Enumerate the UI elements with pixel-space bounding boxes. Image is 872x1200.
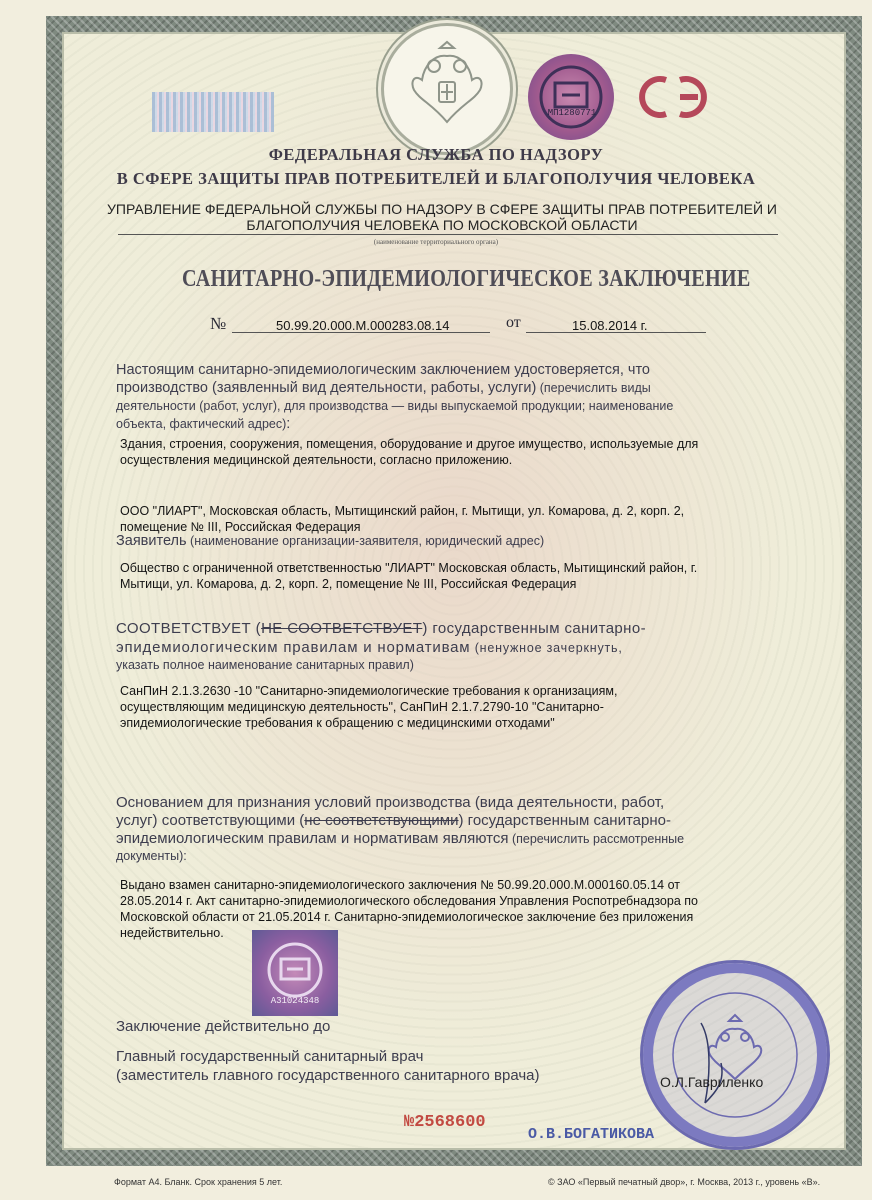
applicant-value-line2: Мытищи, ул. Комарова, д. 2, корп. 2, помещение № III, Российская Федерация (120, 577, 577, 591)
activity-intro-line4a: объекта, фактический адрес) (116, 417, 287, 431)
blank-serial-number: №2568600 (404, 1113, 486, 1132)
basis-line2-struck: не соответствующими (304, 812, 459, 829)
basis-line3 (116, 830, 684, 848)
applicant-caption: (наименование организации-заявителя, юридический адрес) (186, 534, 545, 548)
basis-value-line1: Выдано взамен санитарно-эпидемиологического заключения № 50.99.20.000.М.000160.05.14 от (120, 878, 680, 892)
conformity-se-icon (636, 72, 714, 122)
document-number: 50.99.20.000.М.000283.08.14 (276, 318, 450, 333)
department-line2: БЛАГОПОЛУЧИЯ ЧЕЛОВЕКА ПО МОСКОВСКОЙ ОБЛАСТИ (246, 217, 638, 233)
signer-name-stamp: О.В.БОГАТИКОВА (528, 1126, 655, 1143)
document-date: 15.08.2014 г. (572, 318, 648, 333)
conformity-line2a: эпидемиологическим правилам и нормативам (116, 639, 471, 656)
validity-label: Заключение действительно до (116, 1018, 331, 1035)
bottom-hologram-id: А31024348 (270, 996, 320, 1006)
basis-line2b: ) государственным санитарно- (458, 812, 671, 829)
basis-value-line2: 28.05.2014 г. Акт санитарно-эпидемиологического обследования Управления Роспотребнадзора по (120, 894, 698, 908)
basis-line3b: (перечислить рассмотренные (508, 832, 685, 846)
activity-value-line2: осуществления медицинской деятельности, согласно приложению. (120, 453, 513, 467)
number-label: № (210, 314, 227, 333)
conformity-rest: государственным санитарно- (427, 620, 646, 637)
activity-intro-line4b: : (286, 416, 291, 432)
document-title: САНИТАРНО-ЭПИДЕМИОЛОГИЧЕСКОЕ ЗАКЛЮЧЕНИЕ (182, 266, 751, 292)
activity-intro-line4 (116, 416, 290, 433)
conformity-value-line1: СанПиН 2.1.3.2630 -10 "Санитарно-эпидемиологические требования к организациям, (120, 684, 618, 698)
activity-intro-line2a: производство (заявленный вид деятельности, работы, услуги) (116, 380, 537, 396)
activity-address-line1: ООО "ЛИАРТ", Московская область, Мытищинский район, г. Мытищи, ул. Комарова, д. 2, корп. 2, (120, 504, 685, 518)
basis-line2 (116, 812, 671, 829)
conformity-line2b: (ненужное зачеркнуть, (470, 641, 623, 655)
activity-address-line2: помещение № III, Российская Федерация (120, 520, 361, 534)
department-caption: (наименование территориального органа) (373, 238, 499, 246)
stamp-eagle-icon (643, 963, 827, 1147)
security-seal (528, 54, 614, 140)
signatory-name: О.Л.Гавриленко (660, 1074, 764, 1090)
activity-intro-line2b: (перечислить виды (536, 381, 651, 395)
conformity-line2 (116, 639, 623, 657)
conformity-paren-open: ( (255, 620, 262, 637)
basis-line4: документы): (116, 849, 187, 863)
signatory-title-line2: (заместитель главного государственного санитарного врача) (116, 1067, 540, 1084)
department-line1: УПРАВЛЕНИЕ ФЕДЕРАЛЬНОЙ СЛУЖБЫ ПО НАДЗОРУ В СФЕРЕ ЗАЩИТЫ ПРАВ ПОТРЕБИТЕЛЕЙ И (107, 201, 777, 217)
activity-intro-line2 (116, 380, 651, 397)
eac-mark-icon (528, 54, 614, 140)
hologram-strip (152, 92, 274, 132)
activity-intro-line1: Настоящим санитарно-эпидемиологическим заключением удостоверяется, что (116, 362, 650, 378)
state-emblem (384, 26, 510, 152)
conformity-value-line2: осуществляющим медицинскую деятельность", СанПиН 2.1.7.2790-10 "Санитарно- (120, 700, 604, 714)
department-underline (118, 234, 778, 235)
basis-line2a: услуг) соответствующими ( (116, 812, 305, 829)
date-label: от (506, 314, 521, 331)
security-seal-id: МП1280771 (547, 108, 597, 118)
agency-name-line2: В СФЕРЕ ЗАЩИТЫ ПРАВ ПОТРЕБИТЕЛЕЙ И БЛАГОПОЛУЧИЯ ЧЕЛОВЕКА (116, 169, 756, 188)
double-headed-eagle-icon (384, 26, 510, 152)
conformity-struck: НЕ СООТВЕТСТВУЕТ (261, 620, 423, 637)
basis-line1: Основанием для признания условий производства (вида деятельности, работ, (116, 794, 665, 811)
activity-value-line1: Здания, строения, сооружения, помещения, оборудование и другое имущество, используемые для (120, 437, 699, 451)
applicant-label: Заявитель (116, 533, 187, 549)
basis-value-line4: недействительно. (120, 926, 224, 940)
signatory-title-line1: Главный государственный санитарный врач (116, 1048, 424, 1065)
applicant-heading (116, 533, 544, 550)
conformity-paren-close: ) (422, 620, 428, 637)
official-round-stamp (640, 960, 830, 1150)
activity-intro-line3: деятельности (работ, услуг), для производства — виды выпускаемой продукции; наименование (116, 399, 674, 413)
applicant-value-line1: Общество с ограниченной ответственностью "ЛИАРТ" Московская область, Мытищинский район, г. (120, 561, 698, 575)
conformity-line1 (116, 620, 646, 637)
footer-printer-info: © ЗАО «Первый печатный двор», г. Москва, 2013 г., уровень «В». (548, 1177, 821, 1187)
conformity-word: СООТВЕТСТВУЕТ (116, 620, 252, 637)
basis-line3a: эпидемиологическим правилам и нормативам являются (116, 830, 509, 847)
conformity-value-line3: эпидемиологические требования к обращению с медицинскими отходами" (120, 716, 555, 730)
agency-name-line1: ФЕДЕРАЛЬНАЯ СЛУЖБА ПО НАДЗОРУ (268, 145, 604, 164)
basis-value-line3: Московской области от 21.05.2014 г. Санитарно-эпидемиологическое заключение без приложения (120, 910, 694, 924)
footer-form-info: Формат А4. Бланк. Срок хранения 5 лет. (114, 1177, 283, 1187)
conformity-line3: указать полное наименование санитарных правил) (116, 658, 414, 672)
